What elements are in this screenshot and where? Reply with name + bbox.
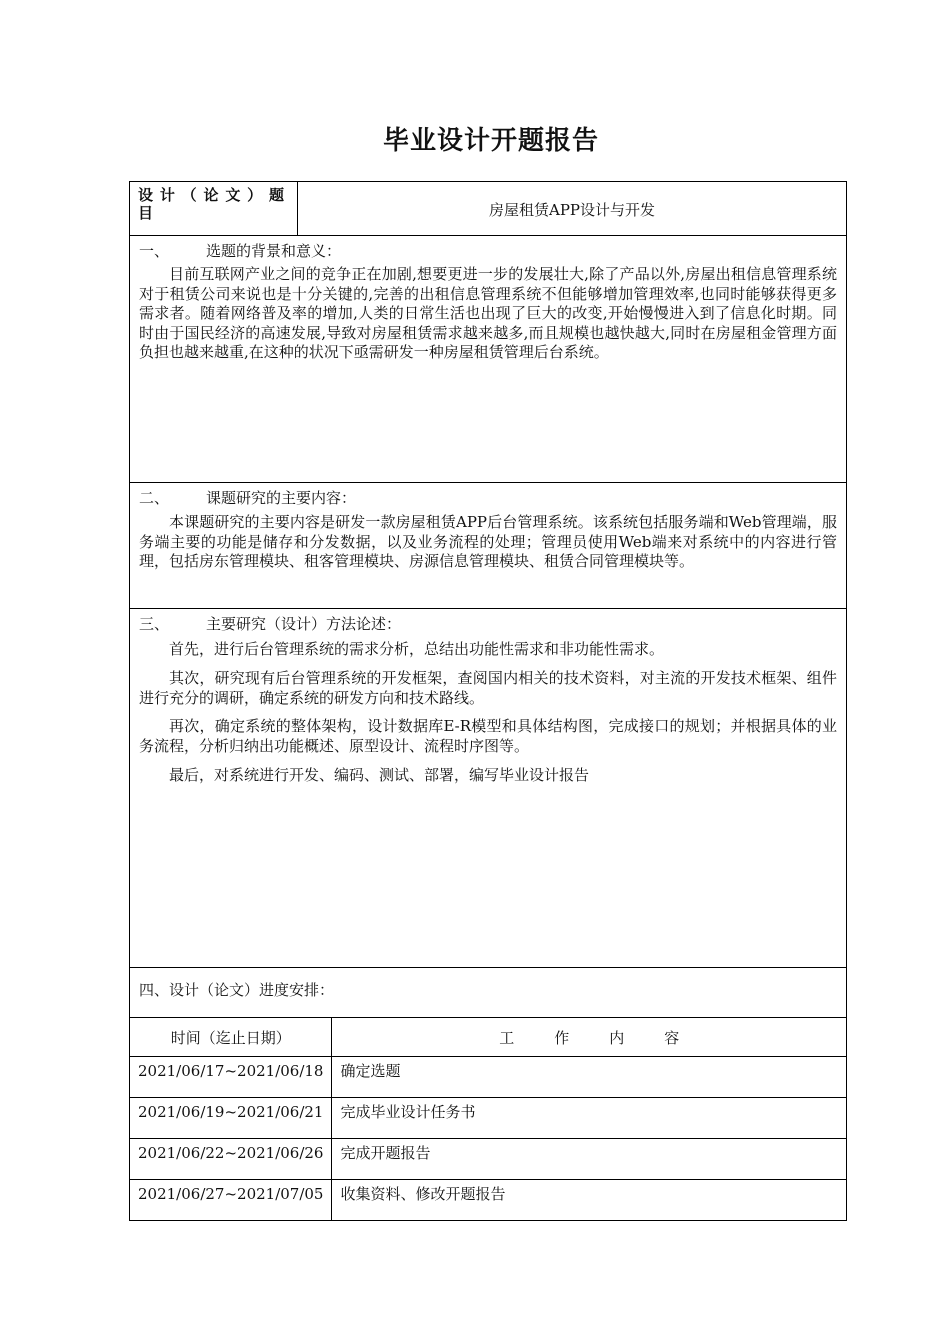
- table-cell-date: [130, 1057, 332, 1098]
- paragraph: 首先，进行后台管理系统的需求分析，总结出功能性需求和非功能性需求。: [169, 640, 665, 658]
- section-number: 二、: [139, 489, 170, 507]
- section-heading: [139, 488, 356, 508]
- date-text: 2021/06/27~2021/07/05: [138, 1185, 324, 1203]
- paragraph: 本课题研究的主要内容是研发一款房屋租赁APP后台管理系统。该系统包括服务端和Web管理端，服务端主要的功能是储存和分发数据，以及业务流程的处理；管理员使用Web端来对系统中的内容进行管理，包括房东管理模块、租客管理模块、房源信息管理模块、租赁合同管理模块等。: [139, 513, 837, 570]
- paragraph: 最后，对系统进行开发、编码、测试、部署，编写毕业设计报告: [169, 766, 590, 784]
- table-cell-work: [332, 1139, 847, 1180]
- paragraph: 再次，确定系统的整体架构，设计数据库E-R模型和具体结构图，完成接口的规划；并根据具体的业务流程，分析归纳出功能概述、原型设计、流程时序图等。: [139, 717, 837, 755]
- table-cell-date: [130, 1098, 332, 1139]
- section-methods: [129, 608, 847, 968]
- section-heading: [139, 614, 401, 634]
- section-number: 三、: [139, 615, 170, 633]
- table-row: [130, 1180, 847, 1221]
- document-title: 毕业设计开题报告: [382, 126, 599, 156]
- work-text: 完成毕业设计任务书: [340, 1103, 476, 1121]
- work-text: 完成开题报告: [340, 1144, 431, 1162]
- column-header-work-text: 工作内容: [499, 1028, 720, 1047]
- column-header-work: [332, 1018, 847, 1057]
- section-schedule: [129, 967, 847, 1018]
- column-header-date: 时间（迄止日期）: [130, 1018, 332, 1057]
- work-text: 收集资料、修改开题报告: [340, 1185, 506, 1203]
- work-text: 确定选题: [340, 1062, 401, 1080]
- table-cell-date: [130, 1180, 332, 1221]
- section-heading-text: 选题的背景和意义：: [206, 242, 342, 260]
- topic-row: [129, 181, 847, 236]
- section-main-content: [129, 482, 847, 609]
- table-row: [130, 1139, 847, 1180]
- table-cell-work: [332, 1180, 847, 1221]
- table-row: [130, 1098, 847, 1139]
- table-cell-date: [130, 1139, 332, 1180]
- paragraph: 目前互联网产业之间的竞争正在加剧,想要更进一步的发展壮大,除了产品以外,房屋出租信息管理系统对于租赁公司来说也是十分关键的,完善的出租信息管理系统不但能够增加管理效率,也同时能够获得更多需求者。随着网络普及率的增加,人类的日常生活也出现了巨大的改变,开始慢慢进入到了信息化时期。同时由于国民经济的高速发展,导致对房屋租赁需求越来越多,而且规模也越快越大,同时在房屋租金管理方面负担也越来越重,在这种的状况下亟需研发一种房屋租赁管理后台系统。: [139, 265, 837, 361]
- section-number: 一、: [139, 242, 170, 260]
- section-heading-text: 主要研究（设计）方法论述：: [206, 615, 402, 633]
- date-text: 2021/06/17~2021/06/18: [138, 1062, 324, 1080]
- table-cell-work: [332, 1057, 847, 1098]
- table-cell-work: [332, 1098, 847, 1139]
- section-heading: [139, 241, 341, 261]
- section-heading: 四、设计（论文）进度安排：: [139, 981, 335, 999]
- schedule-table: [129, 1017, 847, 1221]
- table-header-row: [130, 1018, 847, 1057]
- date-text: 2021/06/19~2021/06/21: [138, 1103, 324, 1121]
- topic-value: 房屋租赁APP设计与开发: [488, 200, 656, 219]
- date-text: 2021/06/22~2021/06/26: [138, 1144, 324, 1162]
- section-background: [129, 235, 847, 483]
- paragraph: 其次，研究现有后台管理系统的开发框架，查阅国内相关的技术资料，对主流的开发技术框架、组件进行充分的调研，确定系统的研发方向和技术路线。: [139, 669, 837, 707]
- table-row: [130, 1057, 847, 1098]
- section-heading-text: 课题研究的主要内容：: [206, 489, 357, 507]
- topic-label: 设计（论文）题目: [130, 182, 298, 236]
